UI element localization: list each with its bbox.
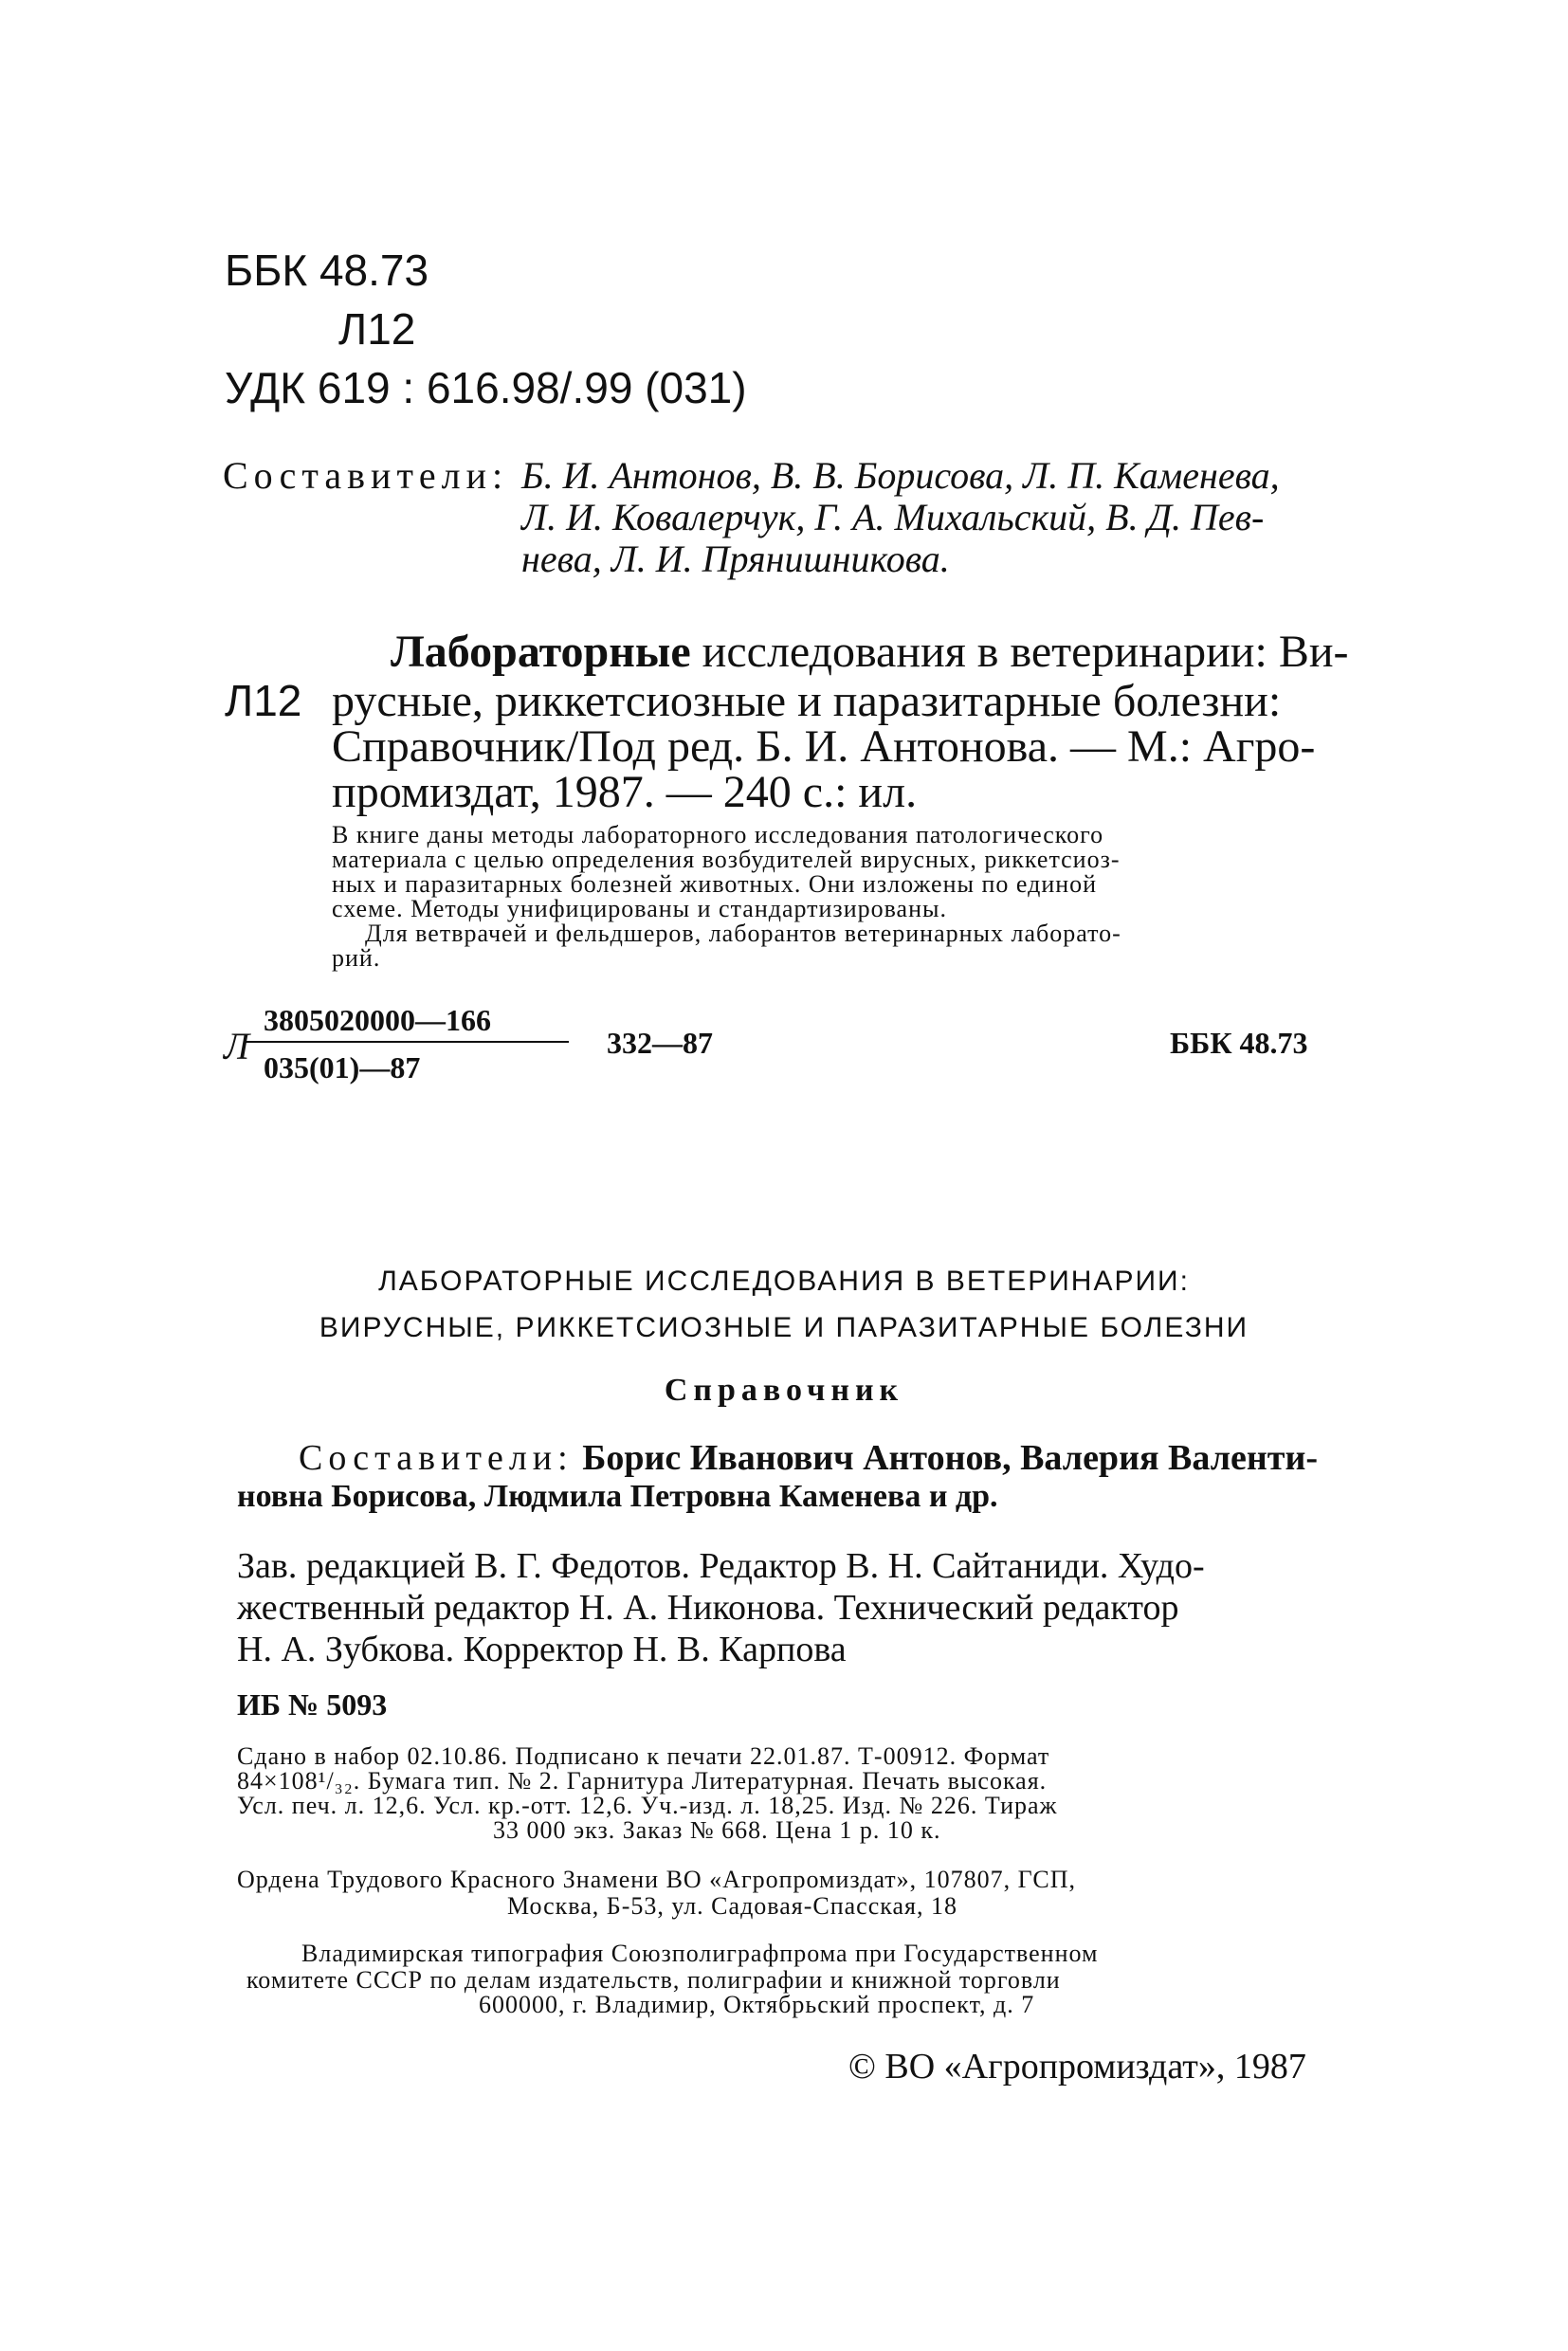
print-info-line-3: Усл. печ. л. 12,6. Усл. кр.-отт. 12,6. Уч.-изд. л. 18,25. Изд. № 226. Тираж (237, 1792, 1058, 1819)
biblio-line-1-rest: исследования в ветеринарии: Ви- (702, 627, 1349, 677)
compilers-full-line-1 (299, 1437, 1318, 1479)
index-denominator: 035(01)—87 (264, 1050, 421, 1084)
annotation-line-2: материала с целью определения возбудителей вирусных, риккетсиоз- (332, 846, 1121, 873)
compilers-full-label: Составители: (299, 1438, 574, 1478)
biblio-line-2: русные, риккетсиозные и паразитарные болезни: (332, 676, 1282, 726)
udk-code: УДК 619 : 616.98/.99 (031) (225, 363, 747, 412)
print-info-line-2: 84×108¹/₃₂. Бумага тип. № 2. Гарнитура Литературная. Печать высокая. (237, 1767, 1048, 1795)
index-letter: Л (224, 1025, 250, 1067)
compilers-full-line-2: новна Борисова, Людмила Петровна Каменева и др. (237, 1479, 998, 1514)
printer-line-1: Владимирская типография Союзполиграфпрома при Государственном (301, 1940, 1099, 1967)
index-bbk: ББК 48.73 (1170, 1026, 1308, 1060)
ib-number: ИБ № 5093 (237, 1687, 388, 1722)
index-numerator: 3805020000—166 (264, 1003, 491, 1037)
printer-line-3: 600000, г. Владимир, Октябрьский проспект, д. 7 (479, 1991, 1035, 2018)
biblio-side-code: Л12 (225, 676, 302, 725)
index-middle: 332—87 (607, 1026, 713, 1060)
biblio-line-3: Справочник/Под ред. Б. И. Антонова. — М.: Агро- (332, 721, 1316, 772)
fraction-rule (245, 1041, 569, 1043)
editors-line-3: Н. А. Зубкова. Корректор Н. В. Карпова (237, 1630, 847, 1669)
printer-line-2: комитете СССР по делам издательств, полиграфии и книжной торговли (246, 1966, 1061, 1994)
annotation-line-4: схеме. Методы унифицированы и стандартизированы. (332, 895, 947, 922)
compilers-line-3: нева, Л. И. Прянишникова. (521, 538, 950, 580)
biblio-title-bold: Лабораторные (391, 627, 691, 677)
editors-line-2: жественный редактор Н. А. Никонова. Технический редактор (237, 1588, 1179, 1628)
subtitle: Справочник (664, 1373, 904, 1408)
biblio-line-1 (391, 626, 1349, 678)
compilers-label: Составители: (223, 454, 509, 497)
compilers-full-line-1-rest: Борис Иванович Антонов, Валерия Валенти- (582, 1438, 1318, 1478)
compilers-line-1: Б. И. Антонов, В. В. Борисова, Л. П. Каменева, (521, 454, 1280, 497)
copyright: © ВО «Агропромиздат», 1987 (848, 2047, 1306, 2087)
print-info-line-1: Сдано в набор 02.10.86. Подписано к печати 22.01.87. Т-00912. Формат (237, 1742, 1050, 1770)
biblio-line-4: промиздат, 1987. — 240 с.: ил. (332, 767, 918, 817)
annotation-line-6: рий. (332, 944, 381, 972)
publisher-line-2: Москва, Б-53, ул. Садовая-Спасская, 18 (507, 1892, 957, 1920)
title-line-1: ЛАБОРАТОРНЫЕ ИССЛЕДОВАНИЯ В ВЕТЕРИНАРИИ: (378, 1266, 1190, 1297)
publisher-line-1: Ордена Трудового Красного Знамени ВО «Агропромиздат», 107807, ГСП, (237, 1866, 1076, 1893)
compilers-line-2: Л. И. Ковалерчук, Г. А. Михальский, В. Д. Пев- (521, 496, 1265, 538)
annotation-line-5: Для ветврачей и фельдшеров, лаборантов ветеринарных лаборато- (365, 920, 1121, 947)
title-line-2: ВИРУСНЫЕ, РИККЕТСИОЗНЫЕ И ПАРАЗИТАРНЫЕ БОЛЕЗНИ (319, 1312, 1249, 1343)
annotation-line-3: ных и паразитарных болезней животных. Они изложены по единой (332, 870, 1098, 898)
annotation-line-1: В книге даны методы лабораторного исследования патологического (332, 821, 1104, 848)
print-info-line-4: 33 000 экз. Заказ № 668. Цена 1 р. 10 к. (493, 1816, 941, 1844)
bbk-code: ББК 48.73 (225, 246, 429, 295)
editors-line-1: Зав. редакцией В. Г. Федотов. Редактор В. Н. Сайтаниди. Худо- (237, 1546, 1205, 1586)
author-mark: Л12 (338, 304, 416, 354)
